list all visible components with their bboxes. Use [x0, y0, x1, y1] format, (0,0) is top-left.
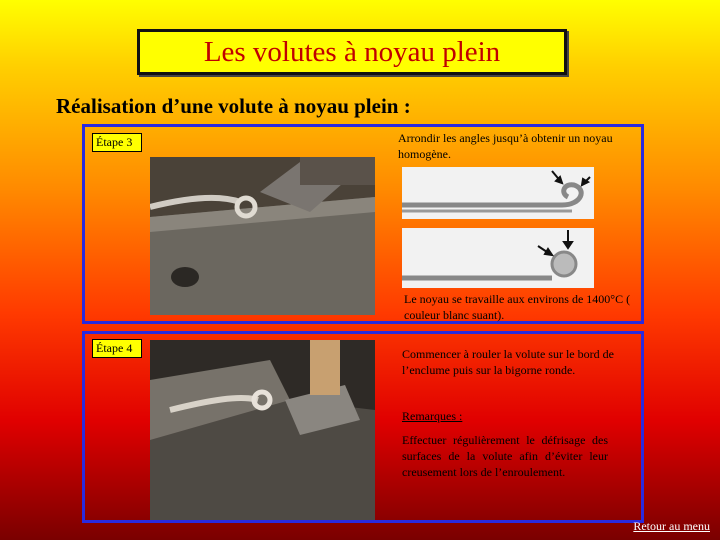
step4-label: Étape 4 [92, 339, 142, 358]
page-title: Les volutes à noyau plein [203, 35, 501, 68]
title-box [137, 29, 567, 75]
step3-diagram-2 [402, 228, 594, 288]
back-to-menu-link[interactable]: Retour au menu [633, 519, 710, 533]
step3-text-top: Arrondir les angles jusqu’à obtenir un noyau homogène. [398, 131, 613, 161]
step4-text-main: Commencer à rouler la volute sur le bord de l’enclume puis sur la bigorne ronde. [402, 347, 614, 377]
step4-remarks-heading: Remarques : [402, 409, 463, 423]
step3-photo [150, 157, 375, 315]
subtitle: Réalisation d’une volute à noyau plein : [56, 94, 411, 118]
step3-text-bottom: Le noyau se travaille aux environs de 1400°C ( couleur blanc suant). [404, 292, 631, 322]
step3-diagram-1 [402, 167, 594, 219]
step4-remarks-text: Effectuer régulièrement le défrisage des surfaces de la volute afin d’éviter leur creusement lors de l’enroulement. [402, 433, 608, 479]
step4-photo [150, 340, 375, 520]
step3-label: Étape 3 [92, 133, 142, 152]
